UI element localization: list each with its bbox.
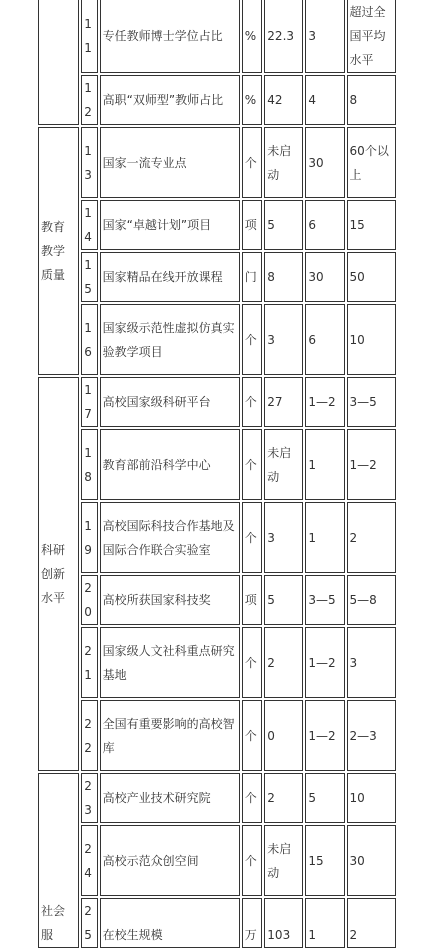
indicator-name: 高职“双师型”教师占比 bbox=[100, 75, 240, 125]
value-2017: 未启动 bbox=[264, 127, 303, 198]
value-2017: 0 bbox=[264, 700, 303, 771]
row-number: 19 bbox=[81, 502, 97, 573]
indicator-name: 国家一流专业点 bbox=[100, 127, 240, 198]
table-row bbox=[38, 75, 396, 125]
unit-cell: 个 bbox=[242, 127, 263, 198]
indicator-name: 全国有重要影响的高校智库 bbox=[100, 700, 240, 771]
indicator-name: 高校所获国家科技奖 bbox=[100, 575, 240, 625]
value-2025: 50 bbox=[347, 252, 396, 302]
value-2017: 103 bbox=[264, 898, 303, 948]
value-2020: 4 bbox=[305, 75, 344, 125]
row-number: 15 bbox=[81, 252, 97, 302]
indicator-name: 高校国家级科研平台 bbox=[100, 377, 240, 427]
unit-cell: 项 bbox=[242, 200, 263, 250]
value-2025: 2 bbox=[347, 502, 396, 573]
value-2017: 5 bbox=[264, 200, 303, 250]
unit-cell: % bbox=[242, 75, 263, 125]
table-row bbox=[38, 377, 396, 427]
value-2020: 1—2 bbox=[305, 377, 344, 427]
table-row bbox=[38, 252, 396, 302]
unit-cell: 个 bbox=[242, 429, 263, 500]
table-row bbox=[38, 502, 396, 573]
row-number: 21 bbox=[81, 627, 97, 698]
indicator-name: 专任教师博士学位占比 bbox=[100, 0, 240, 73]
category-cell bbox=[38, 0, 79, 125]
value-2017: 5 bbox=[264, 575, 303, 625]
value-2025: 3 bbox=[347, 627, 396, 698]
value-2020: 1 bbox=[305, 429, 344, 500]
value-2020: 30 bbox=[305, 127, 344, 198]
value-2017: 27 bbox=[264, 377, 303, 427]
table-row bbox=[38, 0, 396, 73]
row-number: 11 bbox=[81, 0, 97, 73]
value-2017: 2 bbox=[264, 773, 303, 823]
value-2020: 15 bbox=[305, 825, 344, 896]
unit-cell: 万 bbox=[242, 898, 263, 948]
category-cell: 社会服 bbox=[38, 773, 79, 948]
value-2025: 10 bbox=[347, 304, 396, 375]
row-number: 17 bbox=[81, 377, 97, 427]
indicator-name: 高校国际科技合作基地及国际合作联合实验室 bbox=[100, 502, 240, 573]
value-2017: 8 bbox=[264, 252, 303, 302]
value-2025: 5—8 bbox=[347, 575, 396, 625]
value-2025: 2—3 bbox=[347, 700, 396, 771]
table-row bbox=[38, 304, 396, 375]
category-cell: 教育教学质量 bbox=[38, 127, 79, 375]
value-2017: 3 bbox=[264, 502, 303, 573]
value-2017: 未启动 bbox=[264, 825, 303, 896]
indicator-name: 国家精品在线开放课程 bbox=[100, 252, 240, 302]
table-row bbox=[38, 700, 396, 771]
row-number: 14 bbox=[81, 200, 97, 250]
unit-cell: 个 bbox=[242, 825, 263, 896]
value-2020: 6 bbox=[305, 304, 344, 375]
value-2017: 42 bbox=[264, 75, 303, 125]
category-cell: 科研创新水平 bbox=[38, 377, 79, 771]
value-2017: 3 bbox=[264, 304, 303, 375]
row-number: 24 bbox=[81, 825, 97, 896]
value-2025: 1—2 bbox=[347, 429, 396, 500]
row-number: 16 bbox=[81, 304, 97, 375]
value-2020: 3—5 bbox=[305, 575, 344, 625]
value-2020: 5 bbox=[305, 773, 344, 823]
table-row bbox=[38, 898, 396, 948]
row-number: 20 bbox=[81, 575, 97, 625]
value-2025: 30 bbox=[347, 825, 396, 896]
row-number: 22 bbox=[81, 700, 97, 771]
row-number: 23 bbox=[81, 773, 97, 823]
indicator-name: 在校生规模 bbox=[100, 898, 240, 948]
table-row bbox=[38, 429, 396, 500]
unit-cell: 项 bbox=[242, 575, 263, 625]
indicator-name: 高校示范众创空间 bbox=[100, 825, 240, 896]
unit-cell: 个 bbox=[242, 502, 263, 573]
indicator-name: 高校产业技术研究院 bbox=[100, 773, 240, 823]
value-2025: 8 bbox=[347, 75, 396, 125]
unit-cell: 个 bbox=[242, 304, 263, 375]
value-2025: 10 bbox=[347, 773, 396, 823]
unit-cell: 个 bbox=[242, 627, 263, 698]
table-row bbox=[38, 575, 396, 625]
unit-cell: 门 bbox=[242, 252, 263, 302]
value-2020: 30 bbox=[305, 252, 344, 302]
value-2020: 1 bbox=[305, 898, 344, 948]
value-2025: 60个以上 bbox=[347, 127, 396, 198]
value-2020: 1—2 bbox=[305, 627, 344, 698]
value-2025: 超过全国平均水平 bbox=[347, 0, 396, 73]
table-row bbox=[38, 127, 396, 198]
row-number: 25 bbox=[81, 898, 97, 948]
value-2020: 1—2 bbox=[305, 700, 344, 771]
table-row bbox=[38, 773, 396, 823]
value-2017: 2 bbox=[264, 627, 303, 698]
value-2020: 1 bbox=[305, 502, 344, 573]
unit-cell: 个 bbox=[242, 773, 263, 823]
value-2017: 未启动 bbox=[264, 429, 303, 500]
table-row bbox=[38, 627, 396, 698]
value-2020: 6 bbox=[305, 200, 344, 250]
row-number: 13 bbox=[81, 127, 97, 198]
table-row bbox=[38, 200, 396, 250]
value-2025: 15 bbox=[347, 200, 396, 250]
indicator-name: 国家级人文社科重点研究基地 bbox=[100, 627, 240, 698]
row-number: 18 bbox=[81, 429, 97, 500]
unit-cell: 个 bbox=[242, 377, 263, 427]
value-2025: 3—5 bbox=[347, 377, 396, 427]
indicator-table bbox=[36, 0, 398, 950]
indicator-name: 教育部前沿科学中心 bbox=[100, 429, 240, 500]
value-2025: 2 bbox=[347, 898, 396, 948]
unit-cell: % bbox=[242, 0, 263, 73]
value-2020: 3 bbox=[305, 0, 344, 73]
value-2017: 22.3 bbox=[264, 0, 303, 73]
table-row bbox=[38, 825, 396, 896]
indicator-name: 国家级示范性虚拟仿真实验教学项目 bbox=[100, 304, 240, 375]
indicator-name: 国家“卓越计划”项目 bbox=[100, 200, 240, 250]
row-number: 12 bbox=[81, 75, 97, 125]
unit-cell: 个 bbox=[242, 700, 263, 771]
